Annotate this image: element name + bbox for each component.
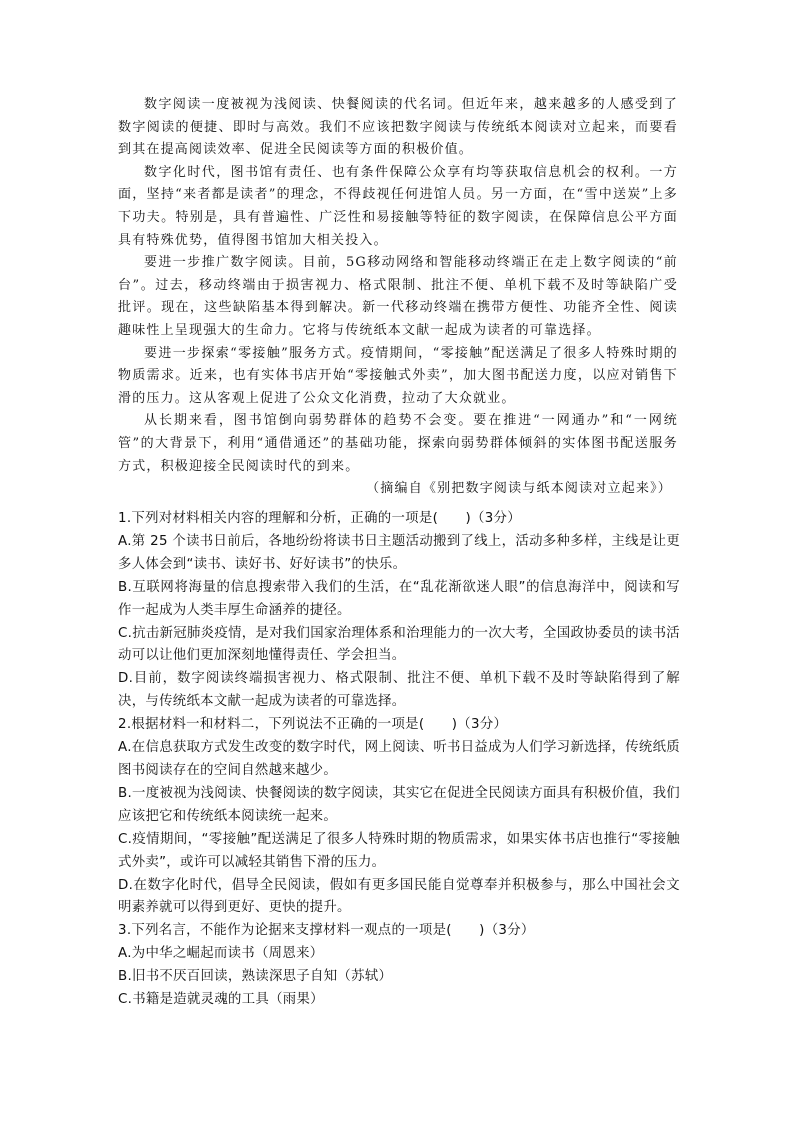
question-option-a: A.为中华之崛起而读书（周恩来）	[118, 946, 324, 962]
question-option-a: A.第 25 个读书日前后，各地纷纷将读书日主题活动搬到了线上，活动多种多样，主线是让更多人体会到“读书、读好书、好好读书”的快乐。	[118, 533, 680, 572]
question-stem: 2.根据材料一和材料二，下列说法不正确的一项是( )（3分）	[118, 717, 508, 733]
passage-paragraph-4: 要进一步探索“零接触”服务方式。疫情期间，“零接触”配送满足了很多人特殊时期的物质需求。近来，也有实体书店开始“零接触式外卖”，加大图书配送力度，以应对销售下滑的压力。这从客观上促进了公众文化消费，拉动了大众就业。	[118, 345, 678, 406]
question-option-c: C.疫情期间，“零接触”配送满足了很多人特殊时期的物质需求，如果实体书店也推行“零接触式外卖”，或许可以减轻其销售下滑的压力。	[118, 831, 680, 870]
passage-paragraph-5: 从长期来看，图书馆倒向弱势群体的趋势不会变。要在推进“一网通办”和“一网统管”的大背景下，利用“通借通还”的基础功能，探索向弱势群体倾斜的实体图书配送服务方式，积极迎接全民阅读时代的到来。	[118, 413, 678, 474]
question-list	[118, 508, 680, 1012]
question-stem: 1.下列对材料相关内容的理解和分析，正确的一项是( )（3分）	[118, 511, 521, 526]
reading-passage	[118, 94, 678, 501]
passage-paragraph-2: 数字化时代，图书馆有责任、也有条件保障公众享有均等获取信息机会的权利。一方面，坚持“来者都是读者”的理念，不得歧视任何进馆人员。另一方面，在“雪中送炭”上多下功夫。特别是，具有普遍性、广泛性和易接触等特征的数字阅读，在保障信息公平方面具有特殊优势，值得图书馆加大相关投入。	[118, 164, 678, 248]
question-option-c: C.书籍是造就灵魂的工具（雨果）	[118, 992, 324, 1008]
question-option-a: A.在信息获取方式发生改变的数字时代，网上阅读、听书日益成为人们学习新选择，传统纸质图书阅读存在的空间自然越来越少。	[118, 740, 680, 778]
question-option-b: B.互联网将海量的信息搜索带入我们的生活，在“乱花渐欲迷人眼”的信息海洋中，阅读和写作一起成为人类丰厚生命涵养的捷径。	[118, 579, 680, 618]
question-stem: 3.下列名言，不能作为论据来支撑材料一观点的一项是( )（3分）	[118, 923, 535, 939]
question-1	[118, 508, 680, 714]
question-option-d: D.在数字化时代，倡导全民阅读，假如有更多国民能自觉尊奉并积极参与，那么中国社会文明素养就可以得到更好、更快的提升。	[118, 877, 680, 916]
question-option-b: B.旧书不厌百回读，熟读深思子自知（苏轼）	[118, 969, 393, 985]
passage-paragraph-3: 要进一步推广数字阅读。目前，5G移动网络和智能移动终端正在走上数字阅读的“前台”。过去，移动终端由于损害视力、格式限制、批注不便、单机下载不及时等缺陷广受批评。现在，这些缺陷基本得到解决。新一代移动终端在携带方便性、功能齐全性、阅读趣味性上呈现强大的生命力。它将与传统纸本文献一起成为读者的可靠选择。	[118, 255, 678, 338]
question-2	[118, 714, 680, 920]
question-3	[118, 920, 680, 1012]
question-option-c: C.抗击新冠肺炎疫情，是对我们国家治理体系和治理能力的一次大考，全国政协委员的读书活动可以让他们更加深刻地懂得责任、学会担当。	[118, 625, 680, 664]
passage-source: （摘编自《别把数字阅读与纸本阅读对立起来》）	[366, 481, 672, 497]
question-option-d: D.目前，数字阅读终端损害视力、格式限制、批注不便、单机下载不及时等缺陷得到了解决，与传统纸本文献一起成为读者的可靠选择。	[118, 671, 680, 710]
question-option-b: B.一度被视为浅阅读、快餐阅读的数字阅读，其实它在促进全民阅读方面具有积极价值，我们应该把它和传统纸本阅读统一起来。	[118, 785, 680, 824]
passage-paragraph-1: 数字阅读一度被视为浅阅读、快餐阅读的代名词。但近年来，越来越多的人感受到了数字阅读的便捷、即时与高效。我们不应该把数字阅读与传统纸本阅读对立起来，而要看到其在提高阅读效率、促进全民阅读等方面的积极价值。	[118, 97, 678, 158]
